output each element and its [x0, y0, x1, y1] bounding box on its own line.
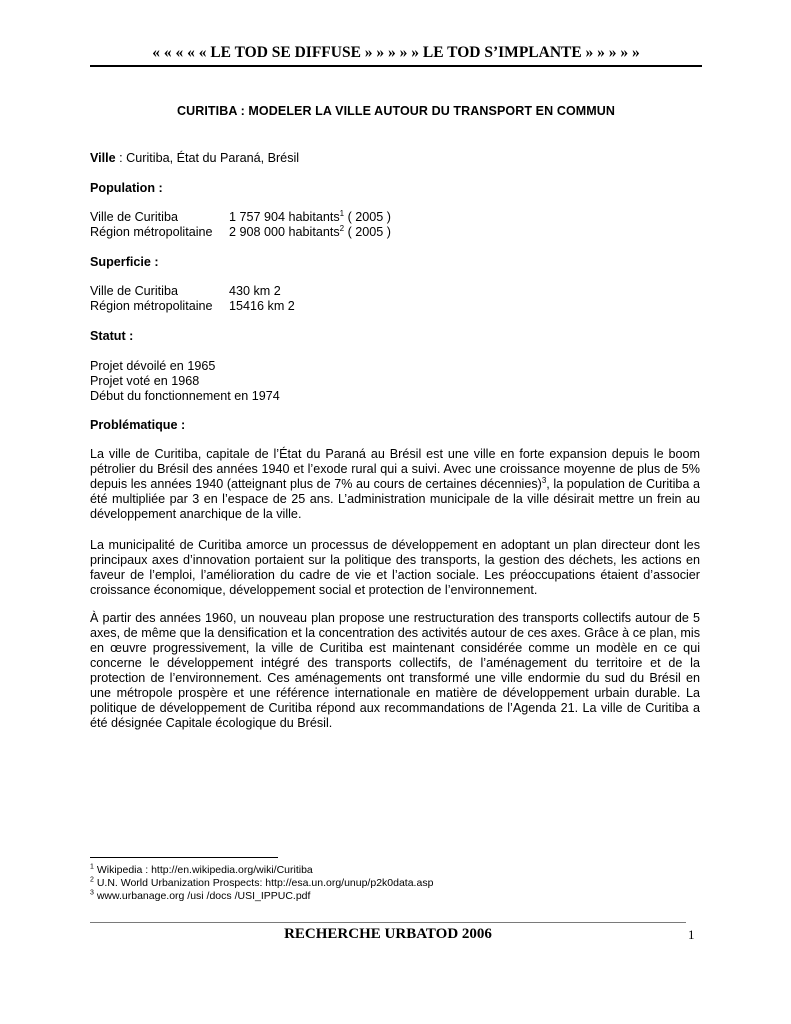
- superficie-row-label: Région métropolitaine: [90, 299, 213, 313]
- population-value: 1 757 904 habitants: [229, 210, 340, 224]
- population-heading: Population :: [90, 181, 163, 195]
- population-year: ( 2005 ): [344, 210, 391, 224]
- statut-line: Début du fonctionnement en 1974: [90, 389, 280, 403]
- footnote-rule: [90, 857, 278, 858]
- paragraph-1: [90, 447, 700, 522]
- paragraph-2: La municipalité de Curitiba amorce un processus de développement en adoptant un plan directeur dont les principaux axes d’innovation portaient sur la politique des transports, la gestion des déchets, les actions en faveur de l’emploi, l’amélioration du cadre de vie et l’action sociale. Les préoccupations étaient d’associer croissance économique, développement social et protection de l’environnement.: [90, 538, 700, 597]
- superficie-row-value: 430 km 2: [229, 284, 281, 298]
- statut-heading: Statut :: [90, 329, 134, 343]
- paragraph-1-part-a: La ville de Curitiba, capitale de l’État du Paraná au Brésil est une ville en forte expansion depuis le boom pétrolier du Brésil des années 1940 et l’exode rural qui a suivi. Avec une croissance moyenne de plus de 5% depuis les années 1940 (atteignant plus de 7% au cours de certaines décennies): [90, 447, 700, 491]
- footnote-ref: 2: [339, 223, 345, 233]
- running-header: « « « « « LE TOD SE DIFFUSE » » » » » LE TOD S’IMPLANTE » » » » »: [152, 44, 640, 61]
- footnote-number: 2: [90, 876, 94, 884]
- footnote-text: Wikipedia : http://en.wikipedia.org/wiki/Curitiba: [93, 864, 313, 876]
- footnote-text: www.urbanage.org /usi /docs /USI_IPPUC.pdf: [93, 890, 311, 902]
- paragraph-3: À partir des années 1960, un nouveau plan propose une restructuration des transports collectifs autour de 5 axes, de même que la densification et la concentration des activités autour de ces axes. Grâce à ce plan, mis en œuvre progressivement, la ville de Curitiba est maintenant considérée comme un modèle en ce qui concerne le développement intégré des transports collectifs, de l’aménagement du territoire et de la protection de l’environnement. Ces aménagements ont transformé une ville endormie du sud du Brésil en une métropole prospère et une référence internationale en matière de développement urbain durable. La politique de développement de Curitiba répond aux recommandations de l’Agenda 21. La ville de Curitiba a été désignée Capitale écologique du Brésil.: [90, 611, 700, 730]
- statut-line: Projet dévoilé en 1965: [90, 359, 216, 373]
- footnote-number: 3: [90, 889, 94, 897]
- ville-value: : Curitiba, État du Paraná, Brésil: [115, 151, 300, 165]
- problematique-heading: Problématique :: [90, 418, 186, 432]
- footnote-ref: 3: [541, 475, 547, 485]
- population-row-value: [229, 210, 391, 225]
- population-row-label: Région métropolitaine: [90, 225, 213, 239]
- statut-line: Projet voté en 1968: [90, 374, 200, 388]
- footnote-text: U.N. World Urbanization Prospects: http://esa.un.org/unup/p2k0data.asp: [93, 877, 434, 889]
- ville-line: [90, 151, 299, 166]
- footnote-number: 1: [90, 863, 94, 871]
- population-row-value: [229, 225, 391, 240]
- population-year: ( 2005 ): [344, 225, 391, 239]
- superficie-row-value: 15416 km 2: [229, 299, 295, 313]
- superficie-row-label: Ville de Curitiba: [90, 284, 178, 298]
- superficie-heading: Superficie :: [90, 255, 159, 269]
- footnote-ref: 1: [339, 208, 345, 218]
- paragraph-1-part-b: , la population de Curitiba a été multipliée par 3 en l’espace de 25 ans. L’administration municipale de la ville désirait mettre un frein au développement anarchique de la ville.: [90, 477, 700, 521]
- population-value: 2 908 000 habitants: [229, 225, 340, 239]
- footer-rule: [90, 922, 686, 923]
- header-rule: [90, 65, 702, 67]
- footer-title: RECHERCHE URBATOD 2006: [284, 926, 492, 942]
- footnote-1: [90, 864, 313, 876]
- ville-label: Ville: [90, 151, 116, 165]
- footnote-2: [90, 877, 433, 889]
- footnote-3: [90, 890, 310, 902]
- document-title: CURITIBA : MODELER LA VILLE AUTOUR DU TRANSPORT EN COMMUN: [176, 104, 616, 118]
- page-number: 1: [688, 927, 695, 942]
- population-row-label: Ville de Curitiba: [90, 210, 178, 224]
